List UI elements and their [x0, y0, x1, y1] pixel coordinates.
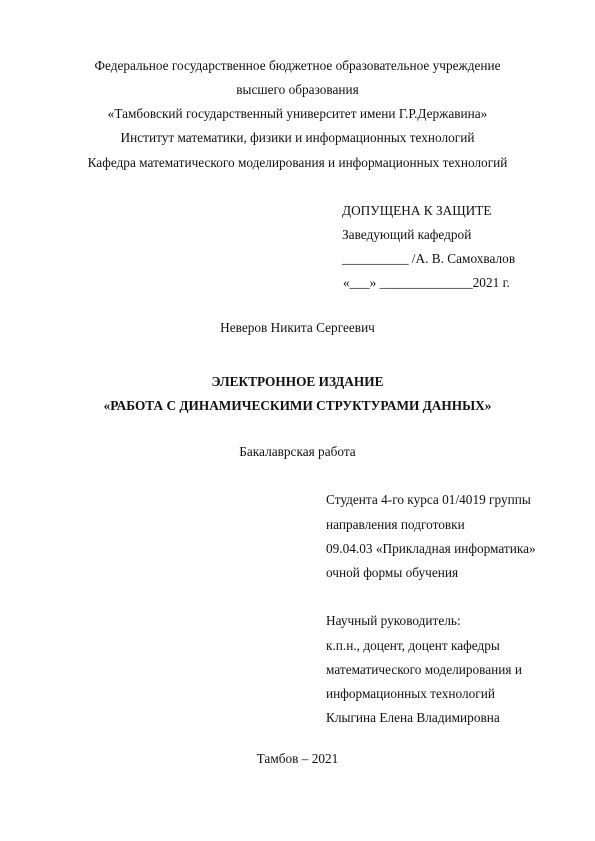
department-name: Кафедра математического моделирования и информационных технологий — [87, 155, 508, 170]
supervisor-name: Клыгина Елена Владимировна — [326, 710, 500, 725]
author-name: Неверов Никита Сергеевич — [220, 320, 375, 335]
student-info-line-1: Студента 4-го курса 01/4019 группы — [326, 492, 531, 507]
institute-name: Институт математики, физики и информационных технологий — [120, 130, 475, 145]
university-name: «Тамбовский государственный университет имени Г.Р.Державина» — [107, 106, 488, 121]
work-type: Бакалаврская работа — [239, 444, 356, 459]
work-title-line-2: «РАБОТА С ДИНАМИЧЕСКИМИ СТРУКТУРАМИ ДАННЫХ» — [103, 398, 492, 413]
student-info-line-2: направления подготовки — [326, 517, 465, 532]
admission-signature-line: __________ /А. В. Самохвалов — [342, 251, 516, 266]
admission-date-line: «___» ______________2021 г. — [343, 275, 510, 290]
organization-line-2: высшего образования — [236, 82, 359, 97]
student-info-line-3: 09.04.03 «Прикладная информатика» — [326, 541, 536, 556]
supervisor-line-1: Научный руководитель: — [326, 613, 461, 628]
supervisor-line-4: информационных технологий — [326, 686, 495, 701]
work-title-line-1: ЭЛЕКТРОННОЕ ИЗДАНИЕ — [211, 374, 384, 389]
organization-line-1: Федеральное государственное бюджетное образовательное учреждение — [94, 58, 501, 73]
supervisor-line-2: к.п.н., доцент, доцент кафедры — [326, 638, 500, 653]
supervisor-line-3: математического моделирования и — [326, 662, 522, 677]
student-info-line-4: очной формы обучения — [326, 565, 459, 580]
city-year: Тамбов – 2021 — [256, 751, 339, 766]
admission-position: Заведующий кафедрой — [342, 227, 472, 242]
admission-status: ДОПУЩЕНА К ЗАЩИТЕ — [342, 203, 492, 218]
